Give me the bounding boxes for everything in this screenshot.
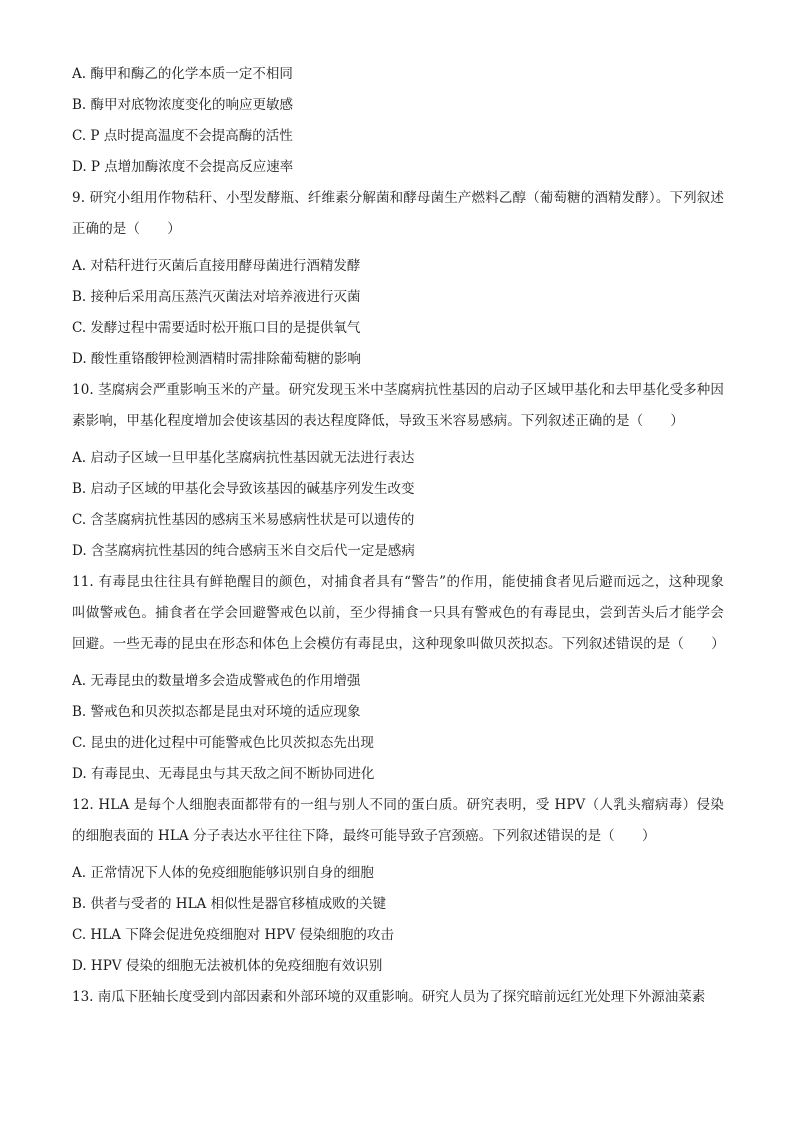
q8-options: [72, 64, 724, 177]
exam-page: [72, 64, 724, 1018]
q8-option-b: B. 酶甲对底物浓度变化的响应更敏感: [72, 97, 294, 113]
q9-option-b: B. 接种后采用高压蒸汽灭菌法对培养液进行灭菌: [72, 289, 361, 305]
q8-option-c: C. P 点时提高温度不会提高酶的活性: [72, 128, 293, 144]
question-11: [72, 567, 724, 660]
q12-option-a: A. 正常情况下人体的免疫细胞能够识别自身的细胞: [72, 865, 374, 881]
q11-option-b: B. 警戒色和贝茨拟态都是昆虫对环境的适应现象: [72, 704, 361, 720]
question-10: [72, 375, 724, 437]
question-12: [72, 790, 724, 852]
q10-stem: 10. 茎腐病会严重影响玉米的产量。研究发现玉米中茎腐病抗性基因的启动子区域甲基化和去甲基化受多种因素影响，甲基化程度增加会使该基因的表达程度降低，导致玉米容易感病。下列叙述正确的是（ ）: [72, 382, 724, 429]
q8-option-d: D. P 点增加酶浓度不会提高反应速率: [72, 159, 294, 175]
q12-option-b: B. 供者与受者的 HLA 相似性是器官移植成败的关键: [72, 896, 387, 912]
q9-option-c: C. 发酵过程中需要适时松开瓶口目的是提供氧气: [72, 320, 361, 336]
q9-option-a: A. 对秸秆进行灭菌后直接用酵母菌进行酒精发酵: [72, 258, 361, 274]
q11-stem: 11. 有毒昆虫往往具有鲜艳醒目的颜色，对捕食者具有“警告”的作用，能使捕食者见后避而远之，这种现象叫做警戒色。捕食者在学会回避警戒色以前，至少得捕食一只具有警戒色的有毒昆虫，尝到苦头后才能学会回避。一些无毒的昆虫在形态和体色上会模仿有毒昆虫，这种现象叫做贝茨拟态。下列叙述错误的是（ ）: [72, 574, 725, 652]
q11-option-d: D. 有毒昆虫、无毒昆虫与其天敌之间不断协同进化: [72, 766, 375, 782]
q12-option-c: C. HLA 下降会促进免疫细胞对 HPV 侵染细胞的攻击: [72, 927, 394, 943]
q10-option-a: A. 启动子区域一旦甲基化茎腐病抗性基因就无法进行表达: [72, 450, 415, 466]
q12-option-d: D. HPV 侵染的细胞无法被机体的免疫细胞有效识别: [72, 958, 383, 974]
question-9: [72, 183, 724, 245]
q12-stem: 12. HLA 是每个人细胞表面都带有的一组与别人不同的蛋白质。研究表明，受 HPV（人乳头瘤病毒）侵染的细胞表面的 HLA 分子表达水平往往下降，最终可能导致子宫颈癌。下列叙述错误的是（ ）: [72, 797, 724, 844]
q10-option-c: C. 含茎腐病抗性基因的感病玉米易感病性状是可以遗传的: [72, 512, 415, 528]
q13-stem: 13. 南瓜下胚轴长度受到内部因素和外部环境的双重影响。研究人员为了探究暗前远红光处理下外源油菜素: [72, 989, 706, 1005]
q9-stem: 9. 研究小组用作物秸秆、小型发酵瓶、纤维素分解菌和酵母菌生产燃料乙醇（葡萄糖的酒精发酵）。下列叙述正确的是（ ）: [72, 190, 724, 237]
q9-option-d: D. 酸性重铬酸钾检测酒精时需排除葡萄糖的影响: [72, 351, 361, 367]
q10-option-b: B. 启动子区域的甲基化会导致该基因的碱基序列发生改变: [72, 481, 415, 497]
q11-option-a: A. 无毒昆虫的数量增多会造成警戒色的作用增强: [72, 673, 361, 689]
q8-option-a: A. 酶甲和酶乙的化学本质一定不相同: [72, 66, 293, 82]
q10-option-d: D. 含茎腐病抗性基因的纯合感病玉米自交后代一定是感病: [72, 543, 415, 559]
q11-option-c: C. 昆虫的进化过程中可能警戒色比贝茨拟态先出现: [72, 735, 374, 751]
